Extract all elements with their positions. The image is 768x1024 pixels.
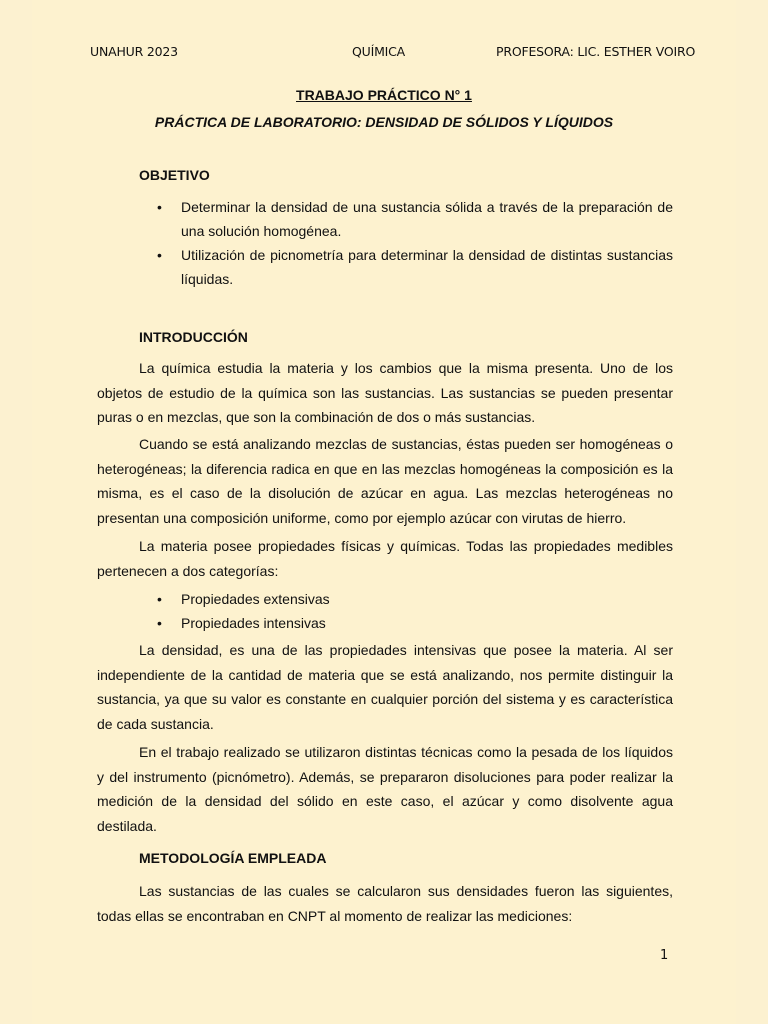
list-item: • Propiedades intensivas — [139, 611, 673, 635]
objetivo-list — [139, 195, 673, 291]
metodologia-paragraph-1: Las sustancias de las cuales se calcularon sus densidades fueron las siguientes, todas ellas se encontraban en CNPT al momento de realizar las mediciones: — [97, 883, 673, 924]
list-item: • Propiedades extensivas — [139, 587, 673, 611]
document-subtitle: PRÁCTICA DE LABORATORIO: DENSIDAD DE SÓLIDOS Y LÍQUIDOS — [154, 114, 614, 130]
header-institution: UNAHUR 2023 — [90, 44, 178, 59]
header-subject: QUÍMICA — [352, 44, 406, 59]
heading-introduccion: INTRODUCCIÓN — [139, 329, 248, 345]
list-item: • Determinar la densidad de una sustancia sólida a través de la preparación de una solución homogénea. — [139, 195, 673, 243]
intro-paragraph-3: La materia posee propiedades físicas y químicas. Todas las propiedades medibles pertenecen a dos categorías: — [97, 538, 673, 579]
page-number: 1 — [660, 948, 669, 963]
document-title: TRABAJO PRÁCTICO N° 1 — [296, 87, 472, 103]
bullet-icon: • — [157, 199, 162, 215]
list-item: • Utilización de picnometría para determinar la densidad de distintas sustancias líquidas. — [139, 243, 673, 291]
intro-paragraph-1: La química estudia la materia y los cambios que la misma presenta. Uno de los objetos de estudio de la química son las sustancias. Las sustancias se pueden presentar puras o en mezclas, que son la combinación de dos o más sustancias. — [97, 360, 673, 425]
bullet-icon: • — [157, 591, 162, 607]
intro-paragraph-5: En el trabajo realizado se utilizaron distintas técnicas como la pesada de los líquidos y del instrumento (picnómetro). Además, se prepararon disoluciones para poder realizar la medición de la densidad del sólido en este caso, el azúcar y como disolvente agua destilada. — [97, 744, 673, 834]
header-professor: PROFESORA: LIC. ESTHER VOIRO — [496, 44, 696, 59]
bullet-icon: • — [157, 615, 162, 631]
bullet-icon: • — [157, 247, 162, 263]
propiedades-list — [139, 587, 673, 635]
heading-objetivo: OBJETIVO — [139, 167, 210, 183]
intro-paragraph-2: Cuando se está analizando mezclas de sustancias, éstas pueden ser homogéneas o heterogéneas; la diferencia radica en que en las mezclas homogéneas la composición es la misma, es el caso de la disolución de azúcar en agua. Las mezclas heterogéneas no presentan una composición uniforme, como por ejemplo azúcar con virutas de hierro. — [97, 436, 673, 526]
heading-metodologia: METODOLOGÍA EMPLEADA — [139, 850, 327, 866]
intro-paragraph-4: La densidad, es una de las propiedades intensivas que posee la materia. Al ser independiente de la cantidad de materia que se está analizando, nos permite distinguir la sustancia, ya que su valor es constante en cualquier porción del sistema y es característica de cada sustancia. — [97, 642, 673, 732]
